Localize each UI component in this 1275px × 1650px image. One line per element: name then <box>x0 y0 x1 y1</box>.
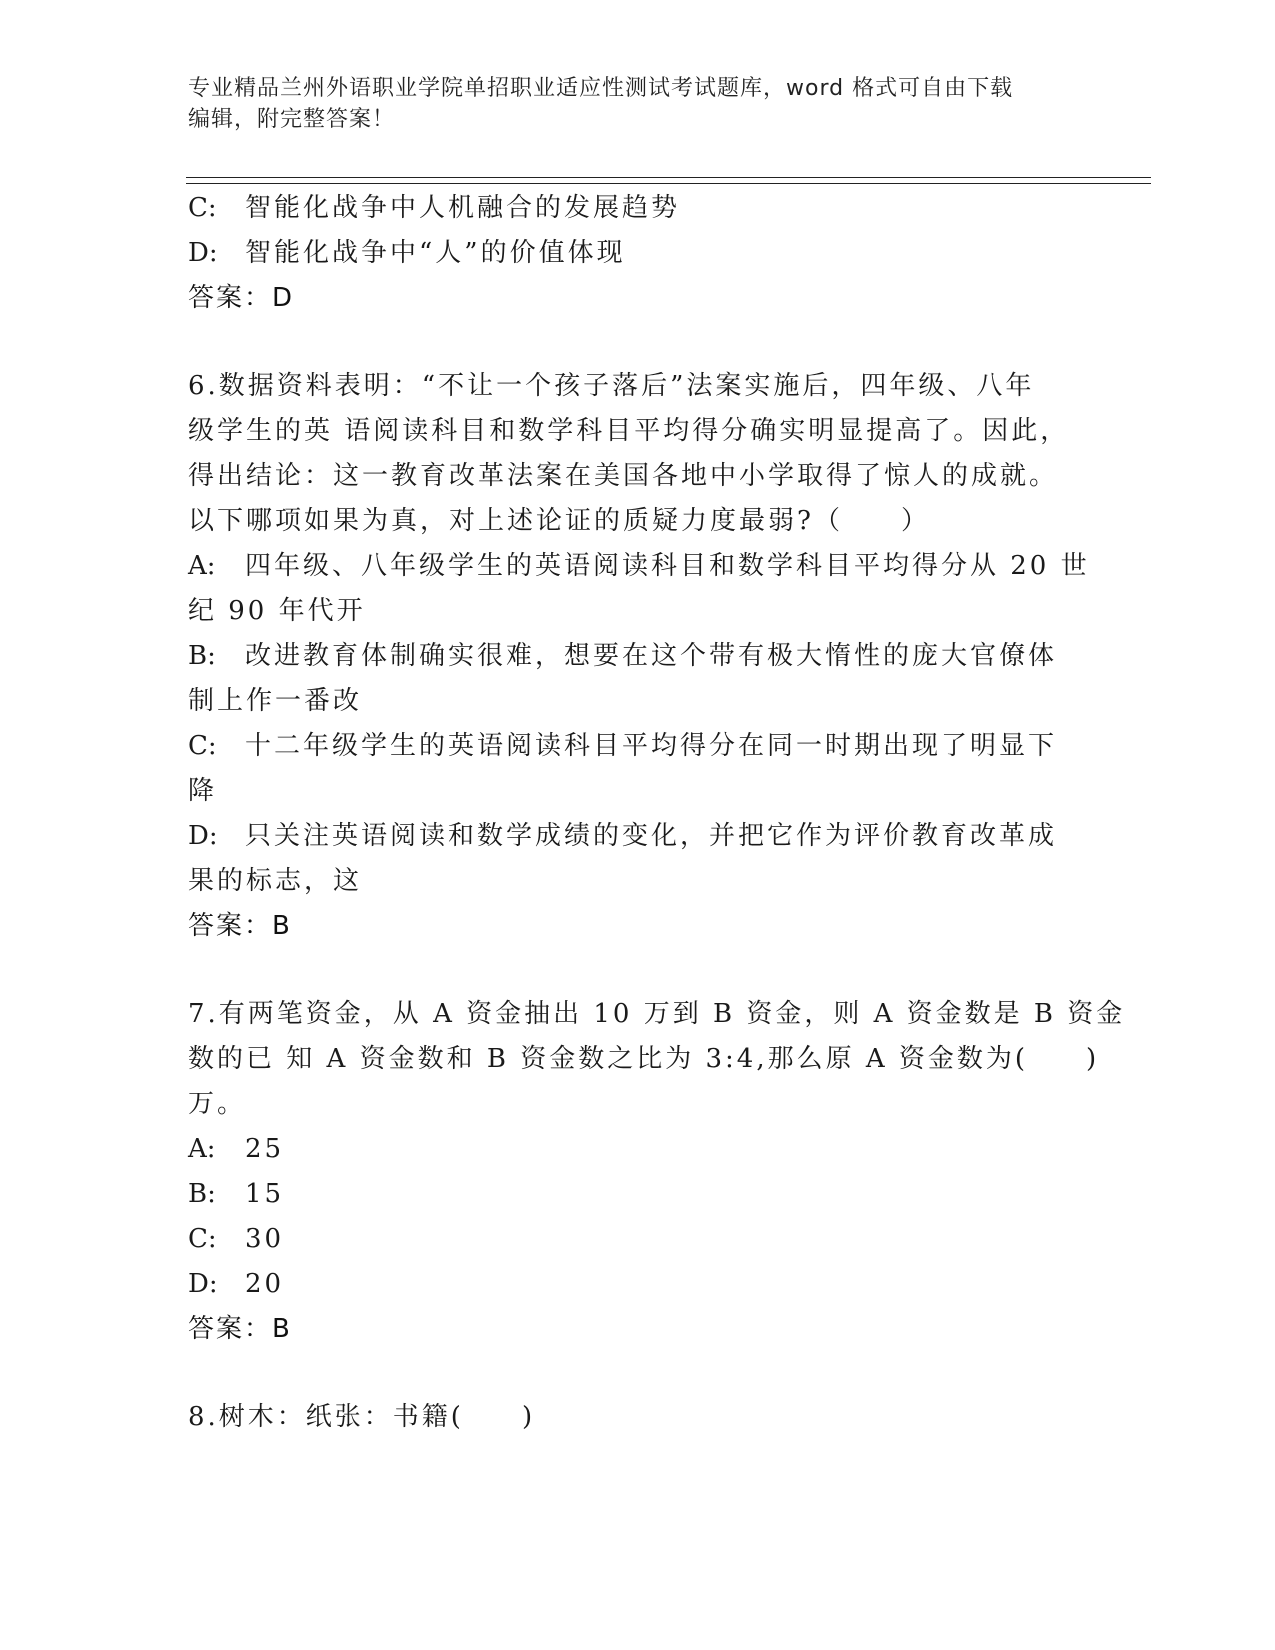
question-5 <box>188 186 1088 321</box>
option-a-continuation: 纪 90 年代开 <box>188 596 366 626</box>
question-stem-line: 6.数据资料表明：“不让一个孩子落后”法案实施后，四年级、八年 <box>188 371 1035 401</box>
page-header <box>188 73 1088 135</box>
option-a: A: 四年级、八年级学生的英语阅读科目和数学科目平均得分从 20 世 <box>188 551 1090 581</box>
option-b-continuation: 制上作一番改 <box>188 686 363 716</box>
question-stem-line: 级学生的英 语阅读科目和数学科目平均得分确实明显提高了。因此， <box>188 416 1070 446</box>
option-c-continuation: 降 <box>188 776 218 806</box>
option-c: C: 十二年级学生的英语阅读科目平均得分在同一时期出现了明显下 <box>188 731 1058 761</box>
option-b: B: 15 <box>188 1179 285 1209</box>
question-stem-line: 8.树木：纸张：书籍( ) <box>188 1402 536 1432</box>
question-stem-line: 7.有两笔资金，从 A 资金抽出 10 万到 B 资金，则 A 资金数是 B 资金 <box>188 999 1126 1029</box>
question-stem-line: 数的已 知 A 资金数和 B 资金数之比为 3:4,那么原 A 资金数为( ) <box>188 1044 1100 1074</box>
question-stem-line: 以下哪项如果为真，对上述论证的质疑力度最弱?（ ） <box>188 506 930 536</box>
option-c: C: 30 <box>188 1224 285 1254</box>
option-b: B: 改进教育体制确实很难，想要在这个带有极大惰性的庞大官僚体 <box>188 641 1058 671</box>
header-line-1: 专业精品兰州外语职业学院单招职业适应性测试考试题库，word 格式可自由下载 <box>188 76 1014 101</box>
question-7 <box>188 992 1126 1352</box>
header-line-2: 编辑，附完整答案！ <box>188 107 396 132</box>
answer-line: 答案：B <box>188 1314 292 1344</box>
spacer <box>188 1352 1088 1395</box>
answer-line: 答案：D <box>188 283 295 313</box>
option-c: C: 智能化战争中人机融合的发展趋势 <box>188 193 681 223</box>
option-d: D: 只关注英语阅读和数学成绩的变化，并把它作为评价教育改革成 <box>188 821 1058 851</box>
question-8 <box>188 1395 1088 1440</box>
header-divider <box>186 177 1151 184</box>
option-a: A: 25 <box>188 1134 285 1164</box>
option-d: D: 20 <box>188 1269 285 1299</box>
option-d: D: 智能化战争中“人”的价值体现 <box>188 238 626 268</box>
question-stem-line: 得出结论：这一教育改革法案在美国各地中小学取得了惊人的成就。 <box>188 461 1059 491</box>
answer-line: 答案：B <box>188 911 292 941</box>
question-stem-line: 万。 <box>188 1089 247 1119</box>
spacer <box>188 321 1088 364</box>
question-6 <box>188 364 1088 949</box>
option-d-continuation: 果的标志，这 <box>188 866 363 896</box>
question-content <box>188 186 1126 1440</box>
spacer <box>188 949 1088 992</box>
